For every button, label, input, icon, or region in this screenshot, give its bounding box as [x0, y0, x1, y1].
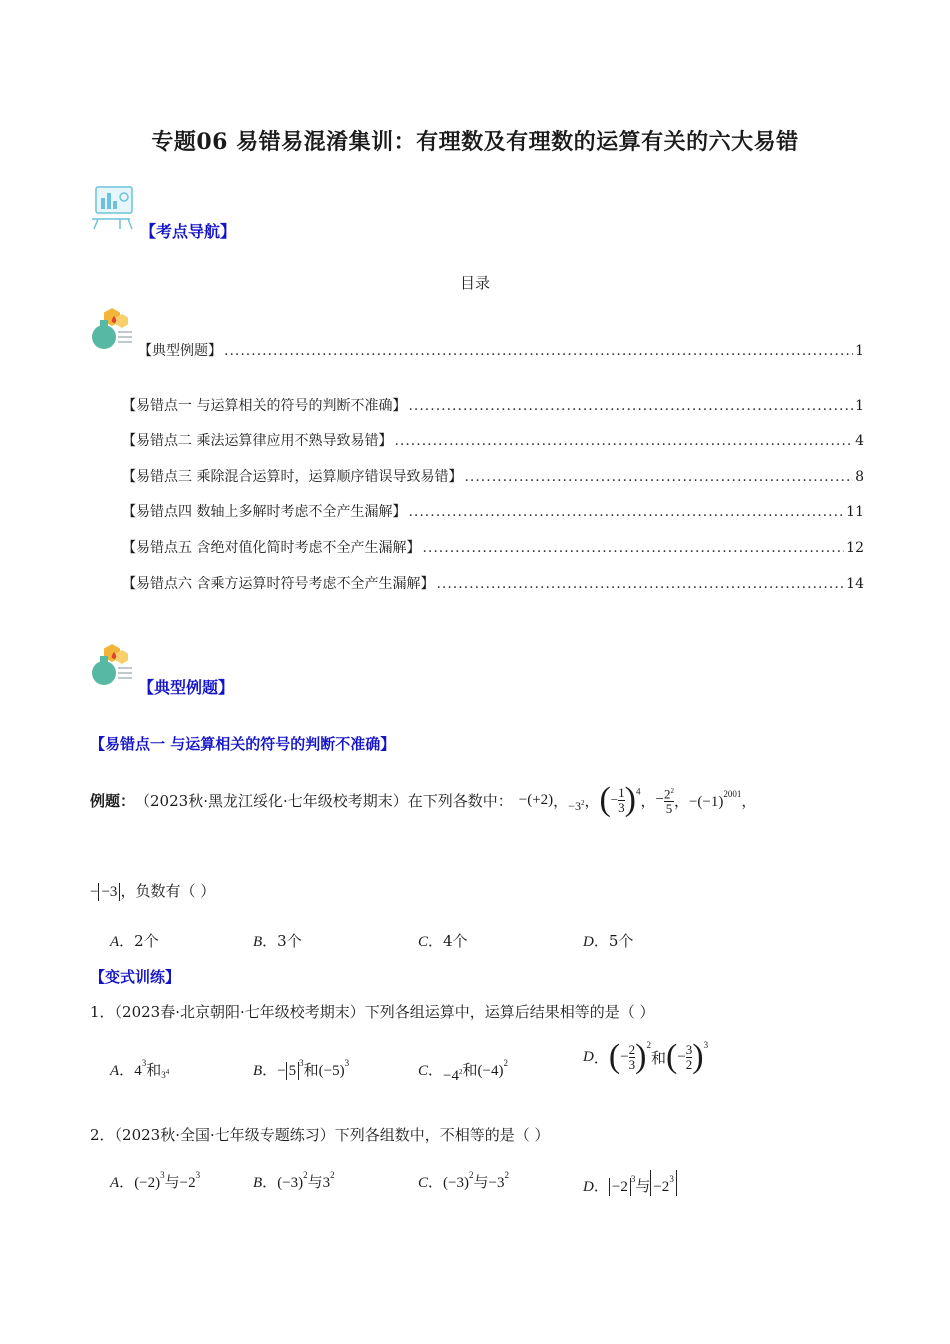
- toc-main-page: 1: [855, 343, 864, 359]
- q1-option-a[interactable]: A．$4^3$和$_{3^4}$: [110, 1058, 170, 1080]
- example-line-2: [90, 880, 215, 901]
- toc-leader: [464, 469, 853, 485]
- toc-item-page: 12: [846, 540, 864, 556]
- with-word: 与: [164, 1173, 180, 1191]
- expr-neg-3sq: $-3^2$: [568, 798, 585, 813]
- toc-main-label: 【典型例题】: [138, 343, 222, 359]
- option-letter: C: [418, 1063, 429, 1079]
- toc-item-label: 【易错点一 与运算相关的符号的判断不准确】: [122, 398, 407, 414]
- toc-item[interactable]: [122, 430, 864, 450]
- toc-leader: [394, 433, 853, 449]
- flask-icon: [90, 642, 134, 688]
- example-source: （2023秋·黑龙江绥化·七年级校考期末）在下列各数中：: [135, 791, 513, 810]
- q2-option-b[interactable]: B．$(-3)^2$与$3^2$: [253, 1170, 335, 1191]
- q1-option-d[interactable]: D ． ( − $\frac{2}{3}$ ) $^2$ 和 ( − $\frac{3}{2}$ ) $^3$: [583, 1038, 709, 1075]
- q2-option-d[interactable]: D． −2 $^3$与 $-2^3$: [583, 1170, 677, 1196]
- toc-item-label: 【易错点二 乘法运算律应用不熟导致易错】: [122, 433, 393, 449]
- q1-stem: [90, 1001, 655, 1022]
- q2-text: （2023秋·全国·七年级专题练习）下列各组数中，不相等的是（ ）: [114, 1126, 550, 1144]
- toc-item[interactable]: [122, 395, 864, 415]
- toc-item-page: 8: [855, 469, 864, 485]
- examples-heading: 【典型例题】: [138, 678, 235, 697]
- example-label: 例题：: [90, 791, 136, 810]
- toc-item-page: 11: [846, 504, 864, 520]
- toc-item-label: 【易错点六 含乘方运算时符号考虑不全产生漏解】: [122, 576, 435, 592]
- toc-item-label: 【易错点三 乘除混合运算时，运算顺序错误导致易错】: [122, 469, 463, 485]
- expr-neg-abs-neg3: − −3: [90, 884, 120, 900]
- with-word: 与: [635, 1177, 651, 1195]
- option-letter: D: [583, 1179, 594, 1195]
- option-letter: C: [418, 1175, 429, 1191]
- option-letter: D: [583, 1048, 594, 1065]
- toc-item[interactable]: [122, 573, 864, 593]
- and-word: 和: [650, 1048, 666, 1067]
- toc-leader: [408, 398, 853, 414]
- example-option-c[interactable]: [418, 930, 468, 951]
- expr-neg-plus2: −(+2): [518, 791, 554, 808]
- option-letter: A: [110, 934, 120, 950]
- q1-option-b[interactable]: B．− 5 $^3$和$(-5)^3$: [253, 1058, 350, 1079]
- presentation-board-icon: [90, 183, 136, 231]
- with-word: 与: [473, 1173, 489, 1191]
- toc-item[interactable]: [122, 537, 864, 557]
- toc-item-label: 【易错点四 数轴上多解时考虑不全产生漏解】: [122, 504, 407, 520]
- and-word: 和: [303, 1061, 319, 1079]
- q1-option-c[interactable]: C．$-4^2$和$(-4)^2$: [418, 1058, 508, 1084]
- example-option-b[interactable]: [253, 930, 302, 951]
- toc-item-label: 【易错点五 含绝对值化简时考虑不全产生漏解】: [122, 540, 421, 556]
- toc-item-page: 4: [855, 433, 864, 449]
- nav-heading: 【考点导航】: [140, 222, 237, 241]
- example-tail: ，负数有（ ）: [120, 882, 216, 900]
- q2-number: 2．: [90, 1126, 115, 1144]
- toc-item-page: 14: [846, 576, 864, 592]
- option-text: ．3个: [262, 932, 302, 950]
- example-line: 例题： （2023秋·黑龙江绥化·七年级校考期末）在下列各数中： −(+2) ， $-3^2$ ， (− $\frac{1}{3}$ )$^4$ ， − $\frac{2^2}{5}$ ， $-(-1)^{2001}$ ，: [90, 781, 757, 818]
- toc-leader: [408, 504, 844, 520]
- q2-stem: [90, 1124, 550, 1145]
- option-text: ．2个: [119, 932, 159, 950]
- toc-leader: [436, 576, 844, 592]
- toc-title: 目录: [459, 274, 490, 292]
- expr-neg-2sq-over-5: − $\frac{2^2}{5}$: [655, 786, 674, 817]
- example-option-a[interactable]: [110, 930, 159, 951]
- option-text: ．5个: [593, 932, 634, 950]
- option-letter: D: [583, 934, 594, 950]
- expr-neg-neg1-pow2001: $-(-1)^{2001}$: [688, 789, 742, 810]
- q1-number: 1．: [90, 1003, 115, 1021]
- point1-heading: 【易错点一 与运算相关的符号的判断不准确】: [90, 735, 396, 753]
- toc-leader: [422, 540, 844, 556]
- page-title: 专题06 易错易混淆集训：有理数及有理数的运算有关的六大易错: [151, 129, 799, 155]
- option-letter: A: [110, 1175, 120, 1191]
- toc-item-page: 1: [855, 398, 864, 414]
- q1-text: （2023春·北京朝阳·七年级校考期末）下列各组运算中，运算后结果相等的是（ ）: [114, 1003, 655, 1021]
- with-word: 与: [307, 1173, 323, 1191]
- expr-neg-third-pow4: (− $\frac{1}{3}$ )$^4$: [599, 781, 641, 818]
- option-letter: B: [253, 1175, 263, 1191]
- toc-item[interactable]: [122, 466, 864, 486]
- variant-heading: 【变式训练】: [90, 968, 181, 986]
- q2-option-c[interactable]: C．$(-3)^2$与$-3^2$: [418, 1170, 509, 1191]
- toc-item[interactable]: [122, 501, 864, 521]
- toc-main-entry[interactable]: [138, 340, 864, 360]
- option-text: ．4个: [428, 932, 468, 950]
- and-word: 和: [462, 1061, 478, 1079]
- flask-icon: [90, 306, 134, 352]
- option-letter: A: [110, 1063, 120, 1079]
- example-option-d[interactable]: [583, 930, 633, 951]
- option-letter: C: [418, 934, 429, 950]
- option-letter: B: [253, 934, 263, 950]
- option-letter: B: [253, 1063, 263, 1079]
- q2-option-a[interactable]: A．$(-2)^3$与$-2^3$: [110, 1170, 201, 1191]
- and-word: 和: [146, 1061, 162, 1079]
- toc-leader: [224, 343, 853, 359]
